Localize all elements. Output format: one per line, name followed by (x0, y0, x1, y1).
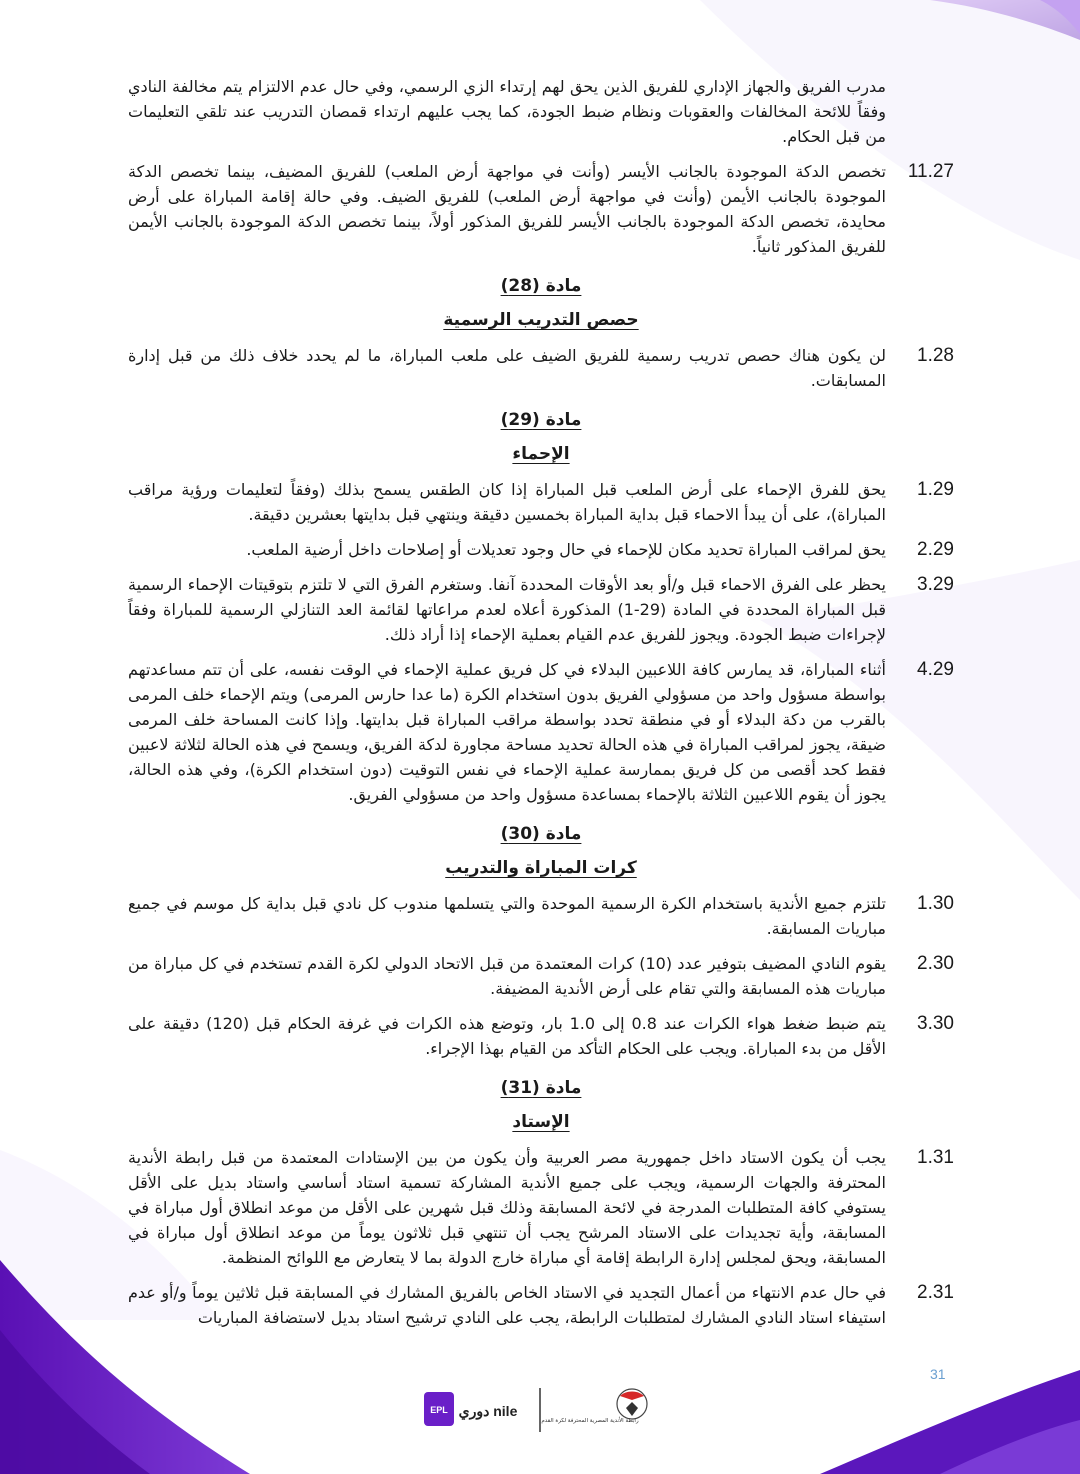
article-heading: مادة (29) (500, 410, 582, 430)
clause-number: 1.31 (917, 1147, 954, 1168)
article-heading: مادة (31) (500, 1078, 582, 1098)
association-logo (541, 1389, 647, 1424)
clause-number: 2.29 (917, 539, 954, 560)
clause-text: أثناء المباراة، قد يمارس كافة اللاعبين البدلاء في كل فريق عملية الإحماء في الوقت نفسه، على أن تتم مساعدتهم بواسطة مسؤول واحد من مسؤولي الفريق بدون استخدام الكرة (ما عدا حارس المرمى) ويتم الإحماء خلف المرمى بالقرب من دكة البدلاء أو في منطقة تحدد بواسطة مراقب المباراة قبل بدايتها. وإذا كانت المساحة خلف المرمى ضيقة، يجوز لمراقب المباراة في هذه الحالة تحديد مساحة مجاورة لدكة الفريق، ويسمح في هذه الحالة لثلاثة لاعبين فقط كحد أقصى من كل فريق بممارسة عملية الإحماء في نفس التوقيت (دون استخدام الكرة)، وفي هذه الحالة، يجوز أن يقوم اللاعبين الثلاثة بالإحماء بمساعدة مسؤول واحد من مسؤولي الفريق. (128, 660, 886, 804)
league-logo (424, 1392, 518, 1426)
clause-1-29 (128, 477, 954, 527)
clause-4-29 (128, 657, 954, 807)
clause-text: تلتزم جميع الأندية باستخدام الكرة الرسمية الموحدة والتي يتسلمها مندوب كل نادي قبل بداية كل موسم في جميع مباريات المسابقة. (128, 894, 886, 938)
article-title: حصص التدريب الرسمية (443, 310, 639, 330)
clause-number: 4.29 (917, 659, 954, 680)
article-title: الإستاد (512, 1112, 570, 1132)
clause-text: لن يكون هناك حصص تدريب رسمية للفريق الضيف على ملعب المباراة، ما لم يحدد خلاف ذلك من قبل إدارة المسابقات. (128, 346, 886, 390)
article-title: كرات المباراة والتدريب (445, 858, 637, 878)
clause-1-30 (128, 891, 954, 941)
clause-number: 2.30 (917, 953, 954, 974)
clause-number: 1.29 (917, 479, 954, 500)
clause-text: يحظر على الفرق الاحماء قبل و/أو بعد الأوقات المحددة آنفا. وستغرم الفرق التي لا تلتزم بتوقيتات الإحماء الرسمية قبل المباراة المحددة في المادة (29-1) المذكورة أعلاه لعدم مراعاتها لقائمة العد التنازلي الرسمية للمباراة وفقاً لإجراءات ضبط الجودة. ويجوز للفريق عدم القيام بعملية الإحماء إذا أراد ذلك. (128, 575, 886, 644)
intro-paragraph (128, 74, 954, 149)
article-heading: مادة (30) (500, 824, 582, 844)
clause-2-30 (128, 951, 954, 1001)
clause-11-27 (128, 159, 954, 259)
clause-number: 1.28 (917, 345, 954, 366)
league-badge: EPL (430, 1405, 448, 1415)
clause-text: يقوم النادي المضيف بتوفير عدد (10) كرات المعتمدة من قبل الاتحاد الدولي لكرة القدم تستخدم في كل مباراة من مباريات هذه المسابقة والتي تقام على أرض الأندية المضيفة. (128, 954, 887, 998)
clause-2-31 (128, 1280, 954, 1330)
page-number: 31 (930, 1366, 946, 1382)
clause-number: 2.31 (917, 1282, 954, 1303)
clause-2-29 (128, 537, 954, 562)
clause-3-29 (128, 572, 954, 647)
clause-text: يحق لمراقب المباراة تحديد مكان للإحماء في حال وجود تعديلات أو إصلاحات داخل أرضية الملعب. (246, 540, 886, 559)
article-heading: مادة (28) (500, 276, 582, 296)
clause-text: يجب أن يكون الاستاد داخل جمهورية مصر العربية وأن يكون من بين الإستادات المعتمدة من قبل رابطة الأندية المحترفة والجهات الرسمية، ويجب على جميع الأندية المشاركة تسمية استاد أساسي واستاد بديل على الأقل يستوفي كافة المتطلبات المدرجة في لائحة المسابقة وذلك قبل شهرين على الأقل من موعد انطلاق أول مباراة في المسابقة، وأية تجديدات على الاستاد المرشح يجب أن تنتهي قبل ثلاثون يوماً من موعد انطلاق أول مباراة في المسابقة، ويحق لمجلس إدارة الرابطة إقامة أي مباراة خارج الدولة بما لا يتعارض مع اللوائح المنظمة. (128, 1148, 886, 1267)
clause-text: تخصص الدكة الموجودة بالجانب الأيسر (وأنت في مواجهة أرض الملعب) للفريق المضيف، بينما تخصص الدكة الموجودة بالجانب الأيمن (وأنت في مواجهة أرض الملعب) للفريق الضيف. وفي حالة إقامة المباراة على أرض محايدة، تخصص الدكة الموجودة بالجانب الأيسر للفريق المذكور أولاً، بينما تخصص الدكة الموجودة بالجانب الأيمن للفريق المذكور ثانياً. (128, 162, 886, 256)
league-logo-text: دوري nile (458, 1403, 518, 1419)
clause-number: 3.29 (917, 574, 954, 595)
clause-text: يحق للفرق الإحماء على أرض الملعب قبل المباراة إذا كان الطقس يسمح بذلك (وفقاً لتعليمات ورؤية مراقب المباراة)، على أن يبدأ الاحماء قبل بداية المباراة بخمسين دقيقة وينتهي قبل بدايتها بعشرين دقيقة. (128, 480, 886, 524)
clause-text: مدرب الفريق والجهاز الإداري للفريق الذين يحق لهم إرتداء الزي الرسمي، وفي حال عدم الالتزام يتم مخالفة النادي وفقاً للائحة المخالفات والعقوبات ونظام ضبط الجودة، كما يجب عليهم ارتداء قمصان التدريب عند تلقي التعليمات من قبل الحكام. (128, 77, 886, 146)
clause-text: يتم ضبط ضغط هواء الكرات عند 0.8 إلى 1.0 بار، وتوضع هذه الكرات في غرفة الحكام قبل (120) دقيقة على الأقل من بدء المباراة. ويجب على الحكام التأكد من القيام بهذا الإجراء. (128, 1014, 886, 1058)
clause-text: في حال عدم الانتهاء من أعمال التجديد في الاستاد الخاص بالفريق المشارك في المسابقة قبل ثلاثين يوماً و/أو عدم استيفاء استاد النادي المشارك لمتطلبات الرابطة، يجب على النادي ترشيح استاد بديل لاستضافة المباريات (128, 1283, 886, 1327)
association-logo-text: رابطة الأندية المصرية المحترفة لكرة القدم (541, 1418, 639, 1424)
clause-number: 11.27 (907, 161, 954, 182)
clause-1-28 (128, 343, 954, 393)
clause-1-31 (128, 1145, 954, 1270)
footer-logos (420, 1382, 660, 1438)
document-body (128, 74, 954, 1330)
article-title: الإحماء (512, 444, 570, 464)
clause-number: 3.30 (917, 1013, 954, 1034)
clause-3-30 (128, 1011, 954, 1061)
clause-number: 1.30 (917, 893, 954, 914)
